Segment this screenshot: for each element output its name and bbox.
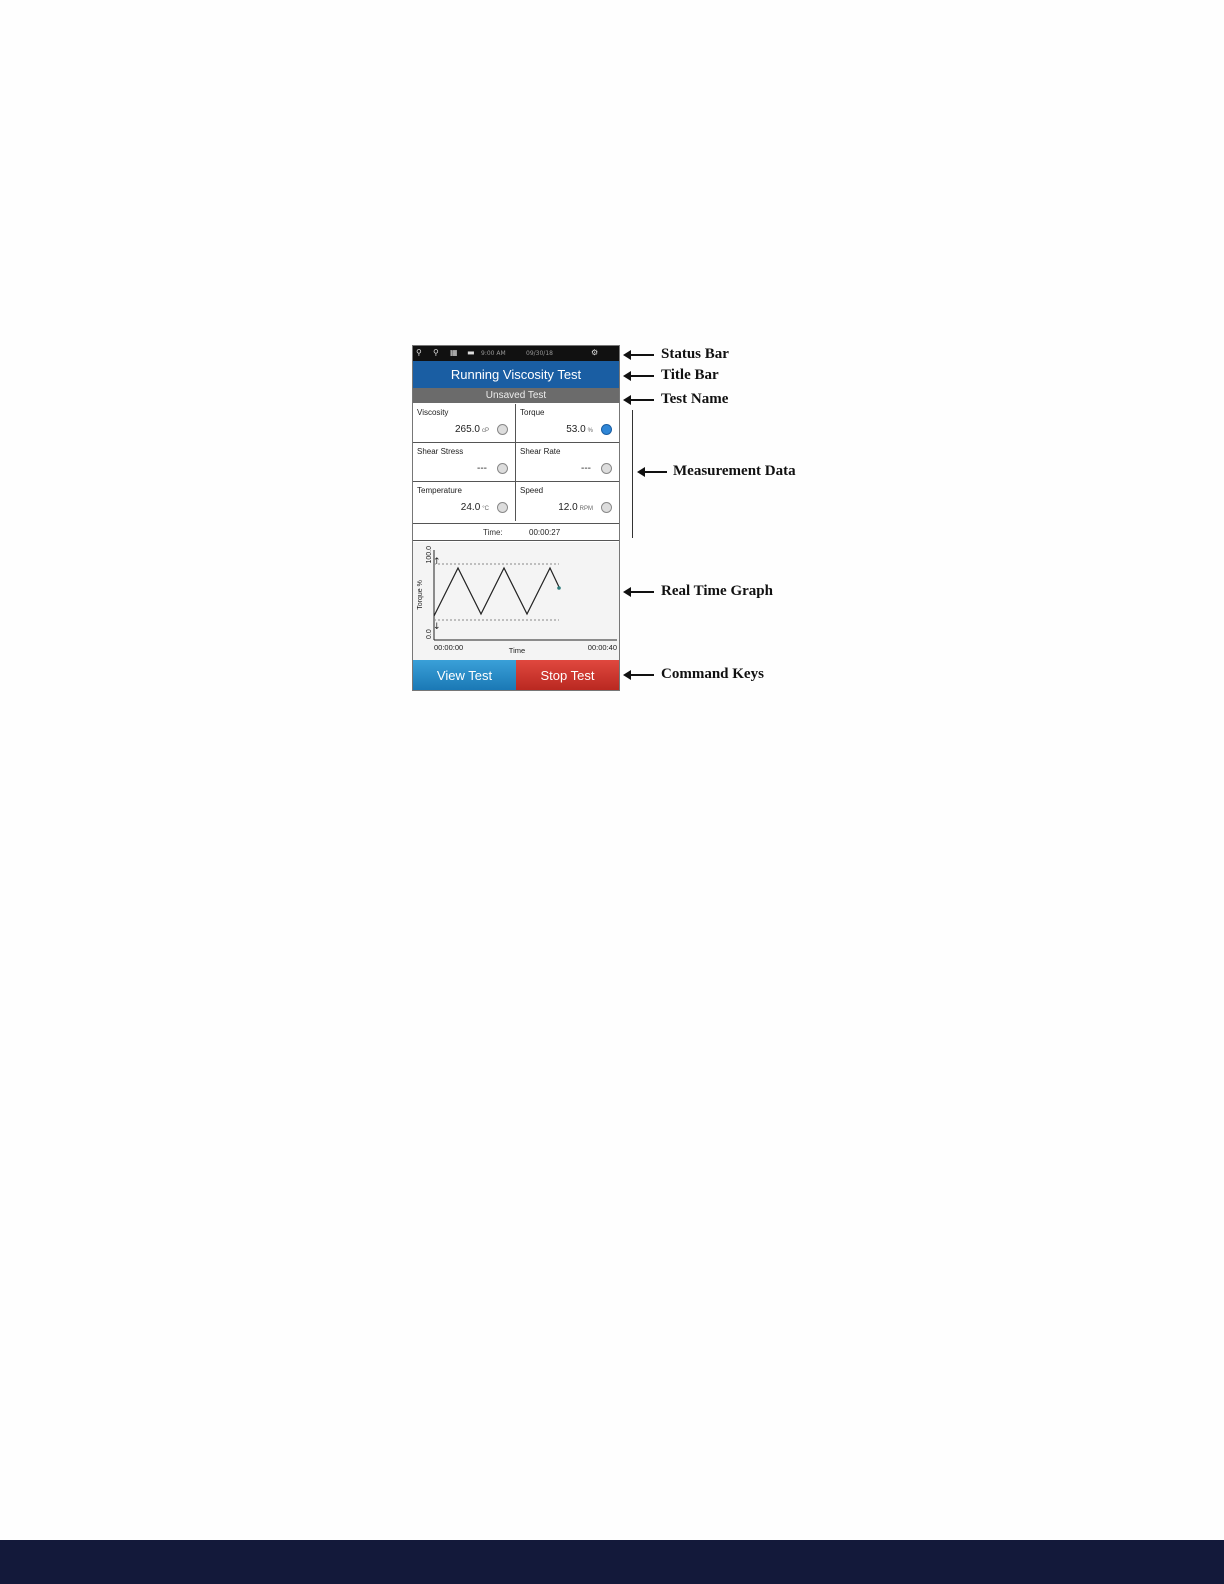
status-bar	[413, 346, 619, 361]
upper-arrow-icon: ↑	[433, 557, 441, 567]
device-screen	[412, 345, 620, 691]
stop-test-button[interactable]: Stop Test	[516, 660, 619, 691]
x-axis-label: Time	[508, 646, 526, 655]
y-min-label: 0.0	[426, 629, 433, 639]
select-radio[interactable]	[497, 463, 508, 474]
measurement-label: Temperature	[417, 486, 462, 495]
select-radio[interactable]	[497, 424, 508, 435]
label-real-time-graph: Real Time Graph	[661, 583, 773, 599]
measurement-grid	[413, 404, 619, 522]
arrow-title-bar	[629, 375, 654, 377]
arrow-command-keys	[629, 674, 654, 676]
time-label: Time:	[483, 528, 503, 537]
select-radio[interactable]	[601, 463, 612, 474]
select-radio[interactable]	[497, 502, 508, 513]
arrow-status-bar	[629, 354, 654, 356]
measurement-label: Shear Stress	[417, 447, 464, 456]
measurement-shear-stress[interactable]	[413, 443, 516, 482]
elapsed-time-row	[413, 523, 619, 541]
measurement-label: Speed	[520, 486, 544, 495]
measurement-shear-rate[interactable]	[516, 443, 619, 482]
settings-icon[interactable]: ⚙	[591, 348, 599, 357]
view-test-button[interactable]: View Test	[413, 660, 516, 691]
printer-icon: ▬	[467, 348, 475, 357]
measurement-value: 12.0 RPM	[558, 502, 593, 513]
time-value: 00:00:27	[529, 528, 561, 537]
label-measurement-data: Measurement Data	[673, 463, 796, 479]
measurement-value: ---	[477, 463, 487, 474]
y-axis-label: Torque %	[417, 580, 424, 610]
usb-icon: ⚲	[433, 348, 439, 357]
measurement-label: Torque	[520, 408, 545, 417]
page-footer-band	[0, 1540, 1224, 1584]
graph-svg	[413, 542, 619, 660]
label-status-bar: Status Bar	[661, 346, 729, 362]
title-bar: Running Viscosity Test	[413, 361, 619, 388]
arrow-real-time-graph	[629, 591, 654, 593]
current-point	[557, 586, 561, 590]
label-test-name: Test Name	[661, 391, 729, 407]
x-start-label: 00:00:00	[434, 643, 464, 652]
status-time: 9:00 AM	[481, 350, 506, 357]
measurement-label: Shear Rate	[520, 447, 561, 456]
real-time-graph[interactable]	[413, 542, 619, 660]
measurement-label: Viscosity	[417, 408, 449, 417]
usb-icon: ⚲	[416, 348, 422, 357]
torque-series-line	[434, 568, 559, 616]
measurement-bracket	[632, 410, 633, 538]
x-end-label: 00:00:40	[587, 643, 617, 652]
label-title-bar: Title Bar	[661, 367, 719, 383]
keyboard-icon: ▦	[450, 348, 458, 357]
arrow-measurement-data	[643, 471, 667, 473]
measurement-speed[interactable]	[516, 482, 619, 521]
status-date: 09/30/18	[526, 350, 553, 357]
measurement-value: 24.0 °C	[460, 502, 489, 513]
measurement-viscosity[interactable]	[413, 404, 516, 443]
measurement-temperature[interactable]	[413, 482, 516, 521]
lower-arrow-icon: ↓	[433, 622, 441, 632]
measurement-value: 53.0 %	[566, 424, 593, 435]
label-command-keys: Command Keys	[661, 666, 764, 682]
y-max-label: 100.0	[426, 546, 433, 564]
measurement-torque[interactable]	[516, 404, 619, 443]
select-radio[interactable]	[601, 502, 612, 513]
arrow-test-name	[629, 399, 654, 401]
select-radio[interactable]	[601, 424, 612, 435]
measurement-value: ---	[581, 463, 591, 474]
test-name[interactable]: Unsaved Test	[413, 388, 619, 403]
measurement-value: 265.0 cP	[454, 424, 489, 435]
